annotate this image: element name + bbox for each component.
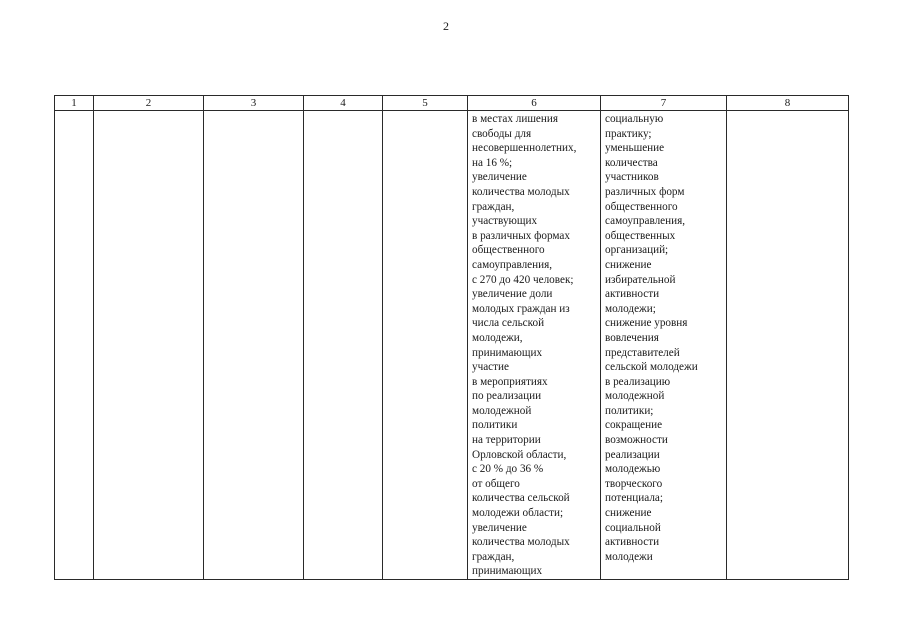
column-header-2: 2 (94, 96, 204, 111)
table-row (55, 111, 849, 580)
column-header-3: 3 (204, 96, 304, 111)
cell-text-line: молодежью (605, 463, 661, 476)
cell-text-line: на территории (472, 434, 541, 447)
cell-text-line: принимающих (472, 346, 543, 359)
cell-text-line: с 20 % до 36 % (472, 463, 544, 476)
cell-text-line: политики (472, 419, 518, 432)
cell-text-line: количества молодых (472, 536, 570, 549)
cell-text-line: по реализации (472, 390, 542, 403)
cell-text-line: самоуправления, (605, 215, 686, 228)
cell-text-line: молодежи, (472, 331, 523, 344)
cell-text-line: сельской молодежи (605, 361, 698, 374)
table-cell-col-4 (304, 111, 383, 580)
cell-text-line: несовершеннолетних, (472, 142, 577, 155)
cell-text-line: в различных формах (472, 229, 570, 242)
cell-text-line: творческого (605, 477, 663, 490)
cell-text-line: потенциала; (605, 492, 663, 505)
cell-text-line: увеличение доли (472, 288, 553, 301)
cell-text-line: свободы для (472, 127, 532, 140)
cell-text-line: участвующих (472, 215, 538, 228)
page-number: 2 (443, 19, 449, 33)
cell-text-line: снижение (605, 507, 652, 520)
cell-text-line: количества сельской (472, 492, 570, 505)
cell-text-line: активности (605, 288, 660, 301)
table-cell-col-1 (55, 111, 94, 580)
document-table (54, 95, 849, 580)
cell-text-line: увеличение (472, 171, 527, 184)
cell-text-line: участников (605, 171, 659, 184)
column-header-7: 7 (601, 96, 727, 111)
column-header-5: 5 (383, 96, 468, 111)
table-cell-col-3 (204, 111, 304, 580)
cell-text-line: представителей (605, 346, 680, 359)
cell-text-line: снижение уровня (605, 317, 688, 330)
cell-text-line: на 16 %; (472, 156, 513, 169)
cell-text-line: Орловской области, (472, 448, 567, 461)
header-row (55, 96, 849, 111)
cell-text-line: политики; (605, 404, 654, 417)
cell-text-line: реализации (605, 448, 660, 461)
cell-text-line: практику; (605, 127, 652, 140)
cell-text-line: возможности (605, 434, 668, 447)
cell-text-line: увеличение (472, 521, 527, 534)
table-cell-col-6 (468, 111, 601, 580)
table-cell-col-8 (727, 111, 849, 580)
cell-text-line: граждан, (472, 550, 515, 563)
cell-text-line: молодых граждан из (472, 302, 570, 315)
cell-text-line: социальную (605, 113, 664, 125)
cell-text-line: граждан, (472, 200, 515, 213)
cell-text-line: социальной (605, 521, 661, 534)
cell-text-line: организаций; (605, 244, 669, 257)
cell-text-line: в местах лишения (472, 113, 559, 125)
cell-text-line: в мероприятиях (472, 375, 548, 388)
cell-text-line: избирательной (605, 273, 676, 286)
column-header-8: 8 (727, 96, 849, 111)
column-header-6: 6 (468, 96, 601, 111)
column-header-4: 4 (304, 96, 383, 111)
cell-text-line: различных форм (605, 185, 685, 198)
cell-text-line: снижение (605, 258, 652, 271)
cell-text-line: молодежи области; (472, 507, 564, 520)
cell-text-line: самоуправления, (472, 258, 553, 271)
cell-text-line: от общего (472, 477, 520, 490)
cell-text-line: общественного (472, 244, 545, 257)
table-cell-col-2 (94, 111, 204, 580)
column-header-1: 1 (55, 96, 94, 111)
cell-text-line: в реализацию (605, 375, 671, 388)
cell-text-line: с 270 до 420 человек; (472, 273, 574, 286)
cell-text-line: числа сельской (472, 317, 545, 330)
cell-text-line: молодежной (472, 404, 532, 417)
cell-text-line: участие (472, 361, 509, 374)
cell-text-line: количества молодых (472, 185, 570, 198)
cell-text-line: количества (605, 156, 658, 169)
cell-text-line: общественных (605, 229, 676, 242)
cell-text-line: общественного (605, 200, 678, 213)
cell-text-line: молодежной (605, 390, 665, 403)
cell-text-line: молодежи; (605, 302, 656, 315)
table-cell-col-7 (601, 111, 727, 580)
cell-text-line: принимающих (472, 565, 543, 578)
cell-text-line: сокращение (605, 419, 663, 432)
cell-text-line: вовлечения (605, 331, 659, 344)
cell-text-line: уменьшение (605, 142, 665, 155)
cell-text-line: активности (605, 536, 660, 549)
table-cell-col-5 (383, 111, 468, 580)
cell-text-line: молодежи (605, 550, 653, 563)
